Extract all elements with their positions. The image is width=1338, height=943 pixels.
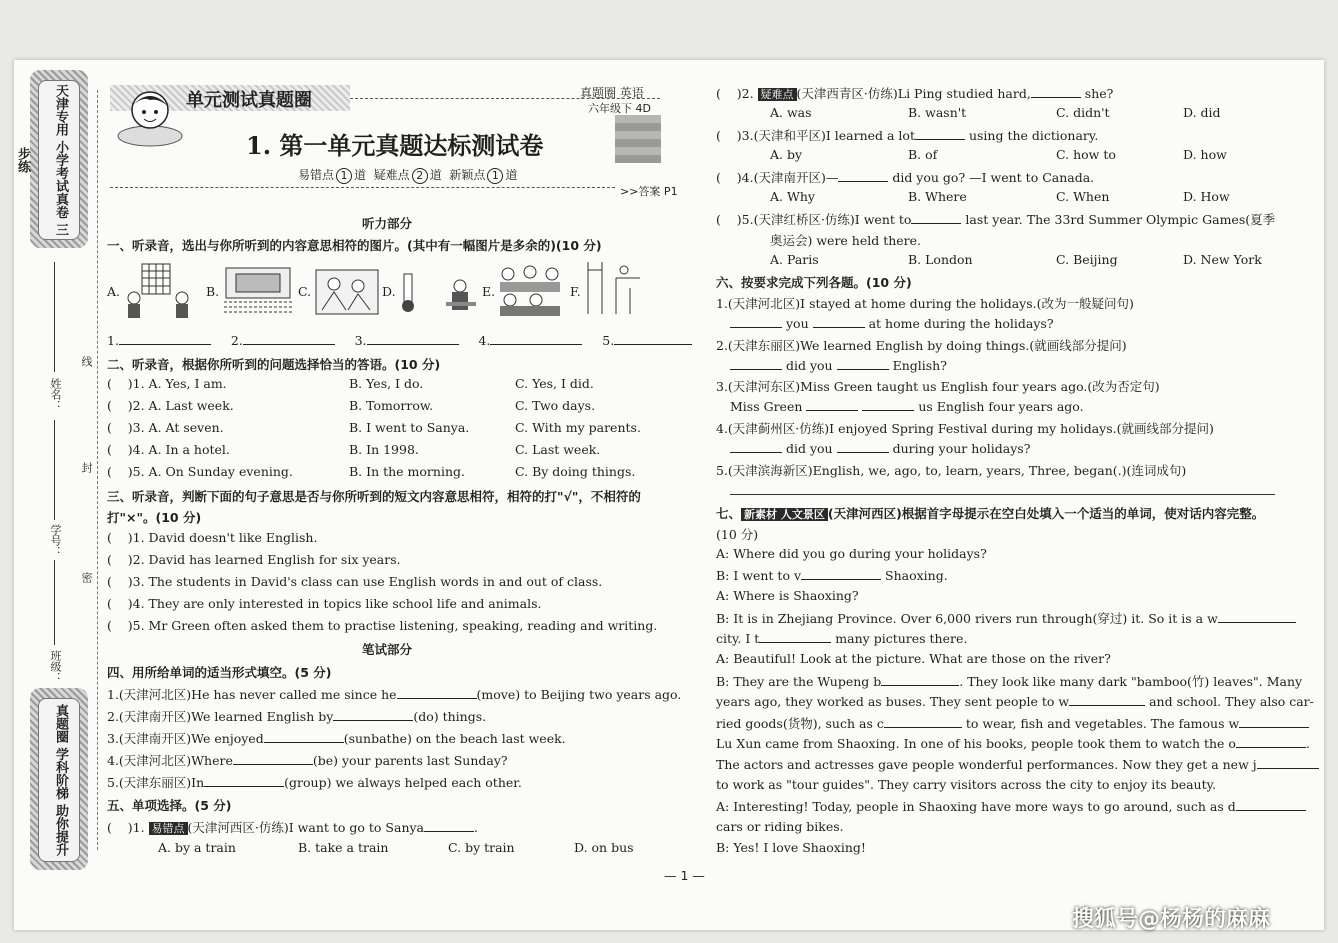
s5-q5-blank[interactable] — [911, 211, 961, 224]
s6-q3-blank-2[interactable] — [862, 398, 914, 411]
unit-1: 道 — [354, 168, 367, 182]
s4-q3 — [107, 729, 566, 747]
s4-q3-text: 3.(天津南开区)We enjoyed — [107, 731, 264, 746]
s1-title: 一、听录音，选出与你所听到的内容意思相符的图片。(其中有一幅图片是多余的)(10 分) — [107, 238, 602, 253]
answer-blank-4[interactable] — [490, 332, 582, 345]
s5-q4: ( )4.(天津南开区)— did you go? —I went to Canada. — [716, 170, 1095, 185]
s4-q3-word: (sunbathe) on the beach last week. — [343, 731, 566, 746]
s7-line-12: to work as "tour guides". They carry visitors across the city to enjoy its beauty. — [716, 777, 1216, 792]
s4-q1-word: (move) to Beijing two years ago. — [476, 687, 682, 702]
s7-title-text: (天津河西区)根据首字母提示在空白处填入一个适当的单词，使对话内容完整。 — [827, 506, 1265, 521]
s6-q1-answer — [730, 315, 1054, 331]
s5-q1-opt-b: B. take a train — [298, 840, 389, 855]
s5-q3-opt-d: D. how — [1183, 147, 1227, 162]
pic-letter-a: A. — [107, 284, 121, 299]
blank-label-3: 3. — [354, 333, 367, 348]
s6-q3-blank-1[interactable] — [806, 398, 858, 411]
s2-q3: ( )3. A. At seven. — [107, 420, 224, 435]
s7-line-7 — [716, 672, 1302, 690]
pic-letter-c: C. — [298, 284, 312, 299]
s6-q3-word-2: us English four years ago. — [918, 399, 1084, 414]
s5-q1-opt-d: D. on bus — [574, 840, 634, 855]
s5-q4-blank[interactable] — [838, 169, 888, 182]
thermometer-picture-icon — [396, 272, 420, 314]
blank-label-4: 4. — [478, 333, 491, 348]
watermark-text: 搜狐号@杨杨的麻麻 — [1072, 907, 1271, 932]
s7-blank-v[interactable] — [801, 567, 881, 580]
s2-q4: ( )4. A. In a hotel. — [107, 442, 230, 457]
s7-line-10-text: Lu Xun came from Shaoxing. In one of his books, people took them to watch the o — [716, 736, 1236, 751]
s4-q5 — [107, 773, 522, 791]
s5-q1-opt-c: C. by train — [448, 840, 515, 855]
s7-blank-j[interactable] — [1257, 756, 1319, 769]
s7-line-9-text: ried goods(货物), such as c — [716, 716, 884, 731]
s2-q4-c: C. Last week. — [515, 442, 601, 457]
s6-q4-word-2: during your holidays? — [892, 441, 1031, 456]
s6-title: 六、按要求完成下列各题。(10 分) — [716, 275, 912, 290]
s6-q1-word-1: you — [785, 316, 809, 331]
grade-tag: 六年级下 4D — [588, 102, 651, 115]
s7-line-13-text: A: Interesting! Today, people in Shaoxing have more ways to go around, such as d — [716, 799, 1236, 814]
s4-q2-text: 2.(天津南开区)We learned English by — [107, 709, 334, 724]
s5-q1: ( )1. 易错点 (天津河西区·仿练)I want to go to Sanya . — [107, 820, 478, 835]
s5-q5-opt-b: B. London — [908, 252, 973, 267]
listening-heading: 听力部分 — [362, 216, 413, 231]
s5-q3: ( )3.(天津和平区)I learned a lot using the dictionary. — [716, 128, 1099, 143]
difficulty-stats — [298, 166, 517, 184]
s5-q5-opt-a: A. Paris — [770, 252, 819, 267]
s6-q4-word-1: did you — [785, 441, 833, 456]
s6-q2-blank-1[interactable] — [730, 357, 782, 370]
s7-line-4-text: B: It is in Zhejiang Province. Over 6,000 rivers run through(穿过) it. So it is a w — [716, 611, 1218, 626]
s7-tag: 新素材 人文景区 — [741, 508, 828, 521]
s3-title: 三、听录音，判断下面的句子意思是否与你所听到的短文内容意思相符，相符的打"√"，不相符的 — [107, 489, 641, 504]
s6-q4-answer — [730, 440, 1030, 456]
s5-q3-tail: using the dictionary. — [968, 128, 1099, 143]
s6-q4-blank-1[interactable] — [730, 440, 782, 453]
s5-q3-opt-a: A. by — [770, 147, 803, 162]
s3-q2-text: )2. David has learned English for six years. — [127, 552, 401, 567]
market-picture-icon — [314, 266, 380, 316]
s2-q5-c: C. By doing things. — [515, 464, 636, 479]
s7-line-10: Lu Xun came from Shaoxing. In one of his books, people took them to watch the o . — [716, 736, 1310, 751]
s5-q4-text: )4.(天津南开区)— — [736, 170, 839, 185]
s5-q5-tail-2: 奥运会) were held there. — [770, 233, 922, 248]
name-line — [54, 262, 55, 372]
s2-q2-a: )2. A. Last week. — [127, 398, 234, 413]
s2-q3-a: )3. A. At seven. — [127, 420, 224, 435]
s7-blank-c[interactable] — [884, 715, 962, 728]
s5-q4-tail: did you go? —I went to Canada. — [892, 170, 1095, 185]
s5-q4-opt-c: C. When — [1056, 189, 1110, 204]
s6-q1-blank-2[interactable] — [813, 315, 865, 328]
s5-q4-opt-b: B. Where — [908, 189, 967, 204]
s5-q5-opt-d: D. New York — [1183, 252, 1262, 267]
s7-line-7-text: B: They are the Wupeng b — [716, 674, 882, 689]
answer-blank-1[interactable] — [119, 332, 211, 345]
s3-q4-text: )4. They are only interested in topics like school life and animals. — [127, 596, 542, 611]
s3-title-2: 打"×"。(10 分) — [107, 510, 202, 525]
pic-letter-d: D. — [382, 284, 396, 299]
s7-line-11-text: The actors and actresses gave people wonderful performances. Now they get a new j — [716, 757, 1257, 772]
s7-line-8-text: years ago, they worked as buses. They sent people to w — [716, 694, 1070, 709]
blurred-qr-code — [615, 115, 661, 163]
s4-blank-5[interactable] — [204, 774, 284, 787]
series-badge-bottom-text: 真题圈 学科阶梯 助你提升 — [38, 698, 80, 862]
s5-q1-tag: 易错点 — [149, 822, 188, 835]
s7-blank-d[interactable] — [1236, 798, 1306, 811]
s6-q5: 5.(天津滨海新区)English, we, ago, to, learn, years, Three, began(.)(连词成句) — [716, 463, 1187, 478]
pic-letter-f: F. — [570, 284, 581, 299]
s5-q2-blank[interactable] — [1031, 85, 1081, 98]
s2-q4-a: )4. A. In a hotel. — [127, 442, 230, 457]
s2-q2-b: B. Tomorrow. — [349, 398, 434, 413]
s6-q2-blank-2[interactable] — [837, 357, 889, 370]
s6-q4-blank-2[interactable] — [837, 440, 889, 453]
s4-q2-word: (do) things. — [413, 709, 487, 724]
s2-q3-b: B. I went to Sanya. — [349, 420, 470, 435]
s5-q3-blank[interactable] — [915, 127, 965, 140]
s7-blank-b[interactable] — [881, 673, 959, 686]
s3-q2: ( )2. David has learned English for six years. — [107, 552, 401, 567]
s7-line-5-text: city. I t — [716, 631, 760, 646]
s6-q2: 2.(天津东丽区)We learned English by doing things.(就画线部分提问) — [716, 338, 1127, 353]
reading-child-picture-icon — [446, 278, 478, 314]
s4-blank-1[interactable] — [397, 686, 477, 699]
unit-3: 道 — [505, 168, 518, 182]
s7-line-13 — [716, 798, 1306, 814]
s7-score: (10 分) — [716, 527, 759, 542]
answer-blank-3[interactable] — [367, 332, 459, 345]
s7-blank-o[interactable] — [1236, 735, 1306, 748]
s7-line-15: B: Yes! I love Shaoxing! — [716, 840, 866, 855]
blank-label-2: 2. — [230, 333, 243, 348]
s6-q1-word-2: at home during the holidays? — [868, 316, 1054, 331]
s7-line-1: A: Where did you go during your holidays? — [716, 546, 987, 561]
s2-q5: ( )5. A. On Sunday evening. — [107, 464, 293, 479]
s4-blank-3[interactable] — [264, 730, 344, 743]
blank-label-1: 1. — [107, 333, 119, 348]
series-badge-top — [15, 70, 88, 248]
series-badge-text: 天津专用 小学考试真卷 三步练 — [38, 80, 80, 240]
s7-line-8 — [716, 693, 1314, 709]
s5-q5-text: )5.(天津红桥区·仿练)I went to — [736, 212, 912, 227]
s2-q5-b: B. In the morning. — [349, 464, 465, 479]
kids-grid-picture-icon — [122, 262, 196, 320]
s4-blank-2[interactable] — [333, 708, 413, 721]
s5-q2-opt-b: B. wasn't — [908, 105, 967, 120]
s5-q2-opt-c: C. didn't — [1056, 105, 1110, 120]
class-line — [54, 560, 55, 645]
s2-q4-b: B. In 1998. — [349, 442, 419, 457]
s5-q2-opt-d: D. did — [1183, 105, 1221, 120]
cut-word-1: 线 — [80, 356, 93, 367]
s6-q5-answer-line[interactable] — [730, 494, 1275, 495]
s2-q1: ( )1. A. Yes, I am. — [107, 376, 227, 391]
label-number: 学号： — [49, 524, 62, 557]
s7-title-prefix: 七、 — [716, 506, 742, 521]
s4-title: 四、用所给单词的适当形式填空。(5 分) — [107, 665, 332, 680]
s3-q1: ( )1. David doesn't like English. — [107, 530, 318, 545]
s5-q1-opt-a: A. by a train — [158, 840, 236, 855]
answer-blank-5[interactable] — [614, 332, 692, 345]
cut-word-3: 密 — [80, 572, 93, 583]
s6-q3-answer — [730, 398, 1084, 414]
s5-q2: ( )2. 疑难点 (天津西青区·仿练)Li Ping studied hard, she? — [716, 86, 1114, 101]
main-title: 1. 第一单元真题达标测试卷 — [246, 131, 544, 160]
s4-q5-text: 5.(天津东丽区)In — [107, 775, 205, 790]
s2-q1-a: )1. A. Yes, I am. — [127, 376, 227, 391]
s6-q2-word-2: English? — [892, 358, 947, 373]
pic-letter-b: B. — [206, 284, 220, 299]
s6-q2-word-1: did you — [785, 358, 833, 373]
number-line — [54, 420, 55, 520]
answer-blank-2[interactable] — [243, 332, 335, 345]
easy-error-label: 易错点 — [298, 168, 335, 182]
sports-field-picture-icon — [584, 258, 642, 316]
s2-q1-c: C. Yes, I did. — [515, 376, 594, 391]
series-badge-bottom — [30, 688, 88, 870]
s7-line-5-tail: many pictures there. — [835, 631, 968, 646]
s6-q4: 4.(天津蓟州区·仿练)I enjoyed Spring Festival during my holidays.(就画线部分提问) — [716, 421, 1214, 436]
s4-q1-text: 1.(天津河北区)He has never called me since he — [107, 687, 397, 702]
pic-letter-e: E. — [482, 284, 496, 299]
s3-q5-text: )5. Mr Green often asked them to practise listening, speaking, reading and writing. — [127, 618, 658, 633]
s2-q2: ( )2. A. Last week. — [107, 398, 234, 413]
stats-rule — [110, 187, 615, 188]
s4-q4 — [107, 751, 508, 769]
writing-heading: 笔试部分 — [362, 642, 413, 657]
s5-q3-text: )3.(天津和平区)I learned a lot — [736, 128, 915, 143]
unit-2: 道 — [429, 168, 442, 182]
s7-line-5 — [716, 630, 967, 646]
s5-q2-tag: 疑难点 — [758, 88, 797, 101]
classroom-picture-icon — [496, 262, 564, 318]
s6-q3: 3.(天津河东区)Miss Green taught us English four years ago.(改为否定句) — [716, 379, 1160, 394]
s6-q2-answer — [730, 357, 947, 373]
s7-line-7-tail: . They look like many dark "bamboo(竹) leaves". Many — [959, 674, 1303, 689]
s5-q2-text: (天津西青区·仿练)Li Ping studied hard, — [796, 86, 1031, 101]
s3-q5: ( )5. Mr Green often asked them to practise listening, speaking, reading and writing. — [107, 618, 658, 633]
s5-q2-opt-a: A. was — [770, 105, 812, 120]
s7-line-9 — [716, 714, 1309, 732]
s6-q1-blank-1[interactable] — [730, 315, 782, 328]
s4-q1 — [107, 685, 681, 703]
s7-line-8-tail: and school. They also car- — [1149, 694, 1314, 709]
s7-line-3: A: Where is Shaoxing? — [716, 588, 859, 603]
s4-blank-4[interactable] — [233, 752, 313, 765]
s5-q3-opt-b: B. of — [908, 147, 938, 162]
label-class: 班级： — [49, 650, 62, 683]
s3-q4: ( )4. They are only interested in topics like school life and animals. — [107, 596, 542, 611]
s7-blank-t[interactable] — [759, 630, 831, 643]
s3-q3: ( )3. The students in David's class can use English words in and out of class. — [107, 574, 603, 589]
s5-q4-opt-a: A. Why — [770, 189, 815, 204]
cut-line — [97, 90, 98, 850]
s4-q2 — [107, 707, 486, 725]
book-tag: 真题圈 英语 — [580, 86, 644, 100]
s2-q3-c: C. With my parents. — [515, 420, 641, 435]
s7-title — [716, 504, 1264, 522]
s7-line-2-text: B: I went to v — [716, 568, 802, 583]
s5-title: 五、单项选择。(5 分) — [107, 798, 232, 813]
easy-error-count: 1 — [336, 168, 352, 184]
s4-q5-word: (group) we always helped each other. — [284, 775, 522, 790]
s7-line-9-tail: to wear, fish and vegetables. The famous w — [965, 716, 1240, 731]
s7-line-6: A: Beautiful! Look at the picture. What are those on the river? — [716, 651, 1111, 666]
cartoon-boy-icon — [112, 84, 186, 150]
s6-q1: 1.(天津河北区)I stayed at home during the holidays.(改为一般疑问句) — [716, 296, 1134, 311]
s5-q3-opt-c: C. how to — [1056, 147, 1116, 162]
s7-blank-w[interactable] — [1218, 610, 1296, 623]
s5-q1-blank[interactable] — [424, 819, 474, 832]
s3-q3-text: )3. The students in David's class can use English words in and out of class. — [127, 574, 603, 589]
theater-picture-icon — [222, 266, 294, 316]
s5-q5: ( )5.(天津红桥区·仿练)I went to last year. The 33rd Summer Olympic Games(夏季 — [716, 212, 1276, 227]
new-label: 新颖点 — [449, 168, 486, 182]
s7-blank-w3[interactable] — [1239, 715, 1309, 728]
s7-line-4 — [716, 609, 1296, 627]
s7-line-2-tail: Shaoxing. — [885, 568, 948, 583]
new-count: 1 — [487, 168, 503, 184]
s2-q2-c: C. Two days. — [515, 398, 596, 413]
blank-label-5: 5. — [602, 333, 615, 348]
page-number: — 1 — — [664, 868, 705, 883]
label-name: 姓名： — [49, 378, 62, 411]
s4-q4-text: 4.(天津河北区)Where — [107, 753, 233, 768]
hard-count: 2 — [412, 168, 428, 184]
s2-q1-b: B. Yes, I do. — [349, 376, 424, 391]
s2-q5-a: )5. A. On Sunday evening. — [127, 464, 293, 479]
s1-blanks — [107, 332, 692, 348]
s6-q3-word-1: Miss Green — [730, 399, 803, 414]
s5-q5-opt-c: C. Beijing — [1056, 252, 1118, 267]
s4-q4-word: (be) your parents last Sunday? — [312, 753, 508, 768]
s5-q2-tail: she? — [1084, 86, 1114, 101]
s7-line-2 — [716, 567, 948, 583]
s5-q4-opt-d: D. How — [1183, 189, 1230, 204]
s5-q1-text: (天津河西区·仿练)I want to go to Sanya — [187, 820, 425, 835]
s3-q1-text: )1. David doesn't like English. — [127, 530, 318, 545]
s7-line-11 — [716, 756, 1319, 772]
s5-q5-tail: last year. The 33rd Summer Olympic Games(夏季 — [965, 212, 1276, 227]
s7-blank-w2[interactable] — [1069, 693, 1145, 706]
s7-line-14: cars or riding bikes. — [716, 819, 844, 834]
answer-ref: >>答案 P1 — [620, 185, 678, 198]
s2-title: 二、听录音，根据你所听到的问题选择恰当的答语。(10 分) — [107, 357, 441, 372]
series-title: 单元测试真题圈 — [186, 90, 312, 111]
hard-label: 疑难点 — [373, 168, 410, 182]
cut-word-2: 封 — [80, 462, 93, 473]
